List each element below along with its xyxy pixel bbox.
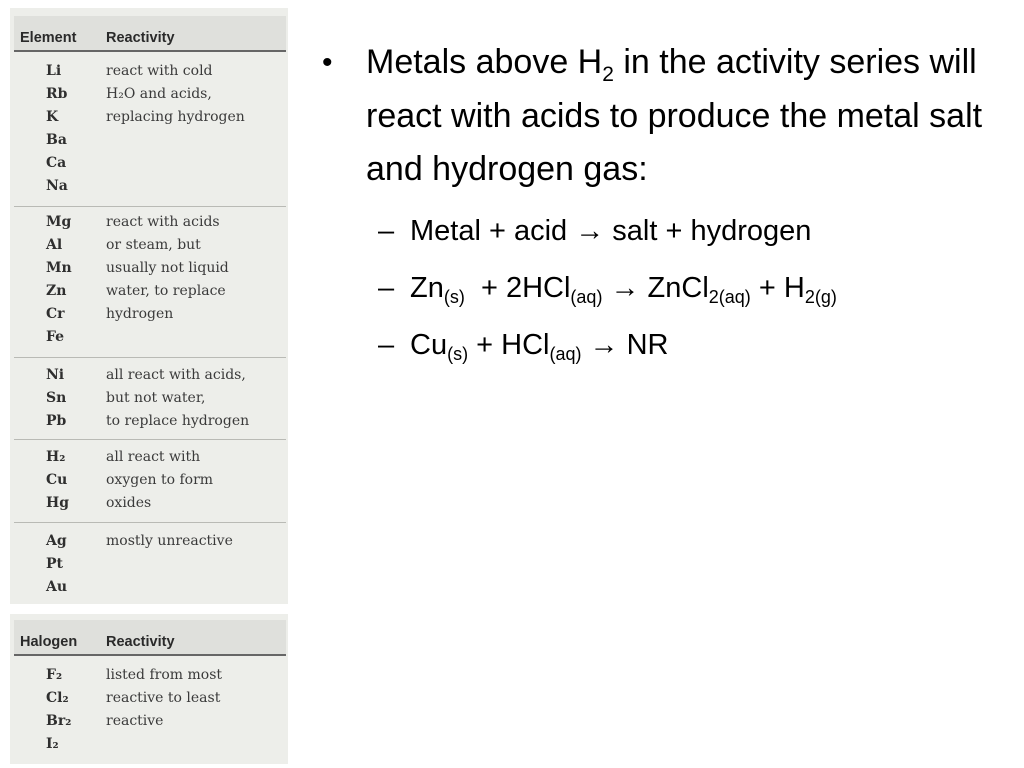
element-group-noble-metals <box>14 522 286 605</box>
element-symbol: Mg <box>46 214 72 230</box>
halogen-reactivity-text: listed from most <box>106 667 223 683</box>
sub-bullet-cu-equation <box>322 321 1012 369</box>
reactivity-text: but not water, <box>106 390 206 406</box>
element-group-alkali <box>14 60 286 206</box>
element-symbol: Cr <box>46 306 65 322</box>
main-bullet-text-start: Metals above H <box>366 43 603 81</box>
element-symbol: Li <box>46 63 62 79</box>
reactivity-text: or steam, but <box>106 237 201 253</box>
no-reaction-text: → NR <box>581 328 669 361</box>
halogen-group <box>14 664 286 764</box>
halogen-symbol: Br₂ <box>46 713 72 729</box>
bullet-dot-icon: • <box>322 46 333 79</box>
element-symbol: Ba <box>46 132 67 148</box>
element-symbol: K <box>46 109 59 125</box>
hcl-state: (aq) <box>570 286 603 307</box>
table-divider <box>10 604 288 614</box>
element-symbol: Rb <box>46 86 68 102</box>
word-equation-text: Metal + acid → salt + hydrogen <box>410 214 812 247</box>
element-symbol: Ni <box>46 367 65 383</box>
reactivity-text: mostly unreactive <box>106 533 233 549</box>
element-symbol: Na <box>46 178 68 194</box>
reactivity-text: usually not liquid <box>106 260 229 276</box>
element-symbol: Pb <box>46 413 67 429</box>
zn-formula: Zn <box>410 271 444 304</box>
zn-state: (s) <box>443 286 465 307</box>
dash-icon: – <box>378 214 395 247</box>
dash-icon: – <box>378 271 395 304</box>
halogen-column-header: Halogen <box>20 634 78 650</box>
zncl-formula: → ZnCl <box>602 271 709 304</box>
element-column-header: Element <box>20 30 77 46</box>
dash-icon: – <box>378 328 395 361</box>
h-formula: + H <box>750 271 805 304</box>
reactivity-text: to replace hydrogen <box>106 413 250 429</box>
halogen-reactivity-column-header: Reactivity <box>106 634 175 650</box>
element-symbol: Ca <box>46 155 67 171</box>
halogen-symbol: F₂ <box>46 667 63 683</box>
slide-body <box>322 36 1012 369</box>
cu-hcl-formula: + HCl <box>468 328 550 361</box>
cu-formula: Cu <box>410 328 448 361</box>
halogen-symbol: Cl₂ <box>46 690 69 706</box>
reactivity-text: oxides <box>106 495 152 511</box>
reactivity-text: replacing hydrogen <box>106 109 245 125</box>
reactivity-text: water, to replace <box>106 283 226 299</box>
reactivity-column-header: Reactivity <box>106 30 175 46</box>
h-subscript: 2(g) <box>804 286 837 307</box>
element-symbol: Sn <box>46 390 67 406</box>
halogen-table-header <box>14 620 286 656</box>
activity-series-table <box>10 8 288 764</box>
element-symbol: Al <box>46 237 63 253</box>
element-symbol: Hg <box>46 495 70 511</box>
halogen-symbol: I₂ <box>46 736 59 752</box>
cu-hcl-state: (aq) <box>549 343 582 364</box>
element-symbol: Pt <box>46 556 63 572</box>
main-bullet <box>322 36 1012 197</box>
element-symbol: Zn <box>46 283 67 299</box>
element-group-low-reactivity <box>14 439 286 523</box>
element-symbol: Ag <box>46 533 67 549</box>
element-symbol: H₂ <box>46 449 66 465</box>
element-symbol: Cu <box>46 472 68 488</box>
element-table-header <box>14 16 286 52</box>
reactivity-text: H₂O and acids, <box>106 86 212 102</box>
element-group-active-metals <box>14 206 286 358</box>
halogen-reactivity-text: reactive to least <box>106 690 221 706</box>
hcl-formula: + 2HCl <box>464 271 571 304</box>
element-symbol: Au <box>46 579 68 595</box>
cu-state: (s) <box>447 343 469 364</box>
reactivity-text: react with cold <box>106 63 213 79</box>
element-group-moderate-metals <box>14 357 286 440</box>
h2-subscript: 2 <box>602 63 614 86</box>
reactivity-text: oxygen to form <box>106 472 214 488</box>
sub-bullet-word-equation <box>322 207 1012 255</box>
reactivity-text: all react with acids, <box>106 367 246 383</box>
sub-bullet-zn-equation <box>322 264 1012 312</box>
element-symbol: Mn <box>46 260 72 276</box>
element-symbol: Fe <box>46 329 65 345</box>
zncl-subscript: 2(aq) <box>708 286 751 307</box>
main-bullet-text-end: in the activity series will react with acids to produce the metal salt and hydrogen gas: <box>366 43 983 188</box>
halogen-reactivity-text: reactive <box>106 713 164 729</box>
reactivity-text: all react with <box>106 449 201 465</box>
reactivity-text: hydrogen <box>106 306 174 322</box>
reactivity-text: react with acids <box>106 214 220 230</box>
